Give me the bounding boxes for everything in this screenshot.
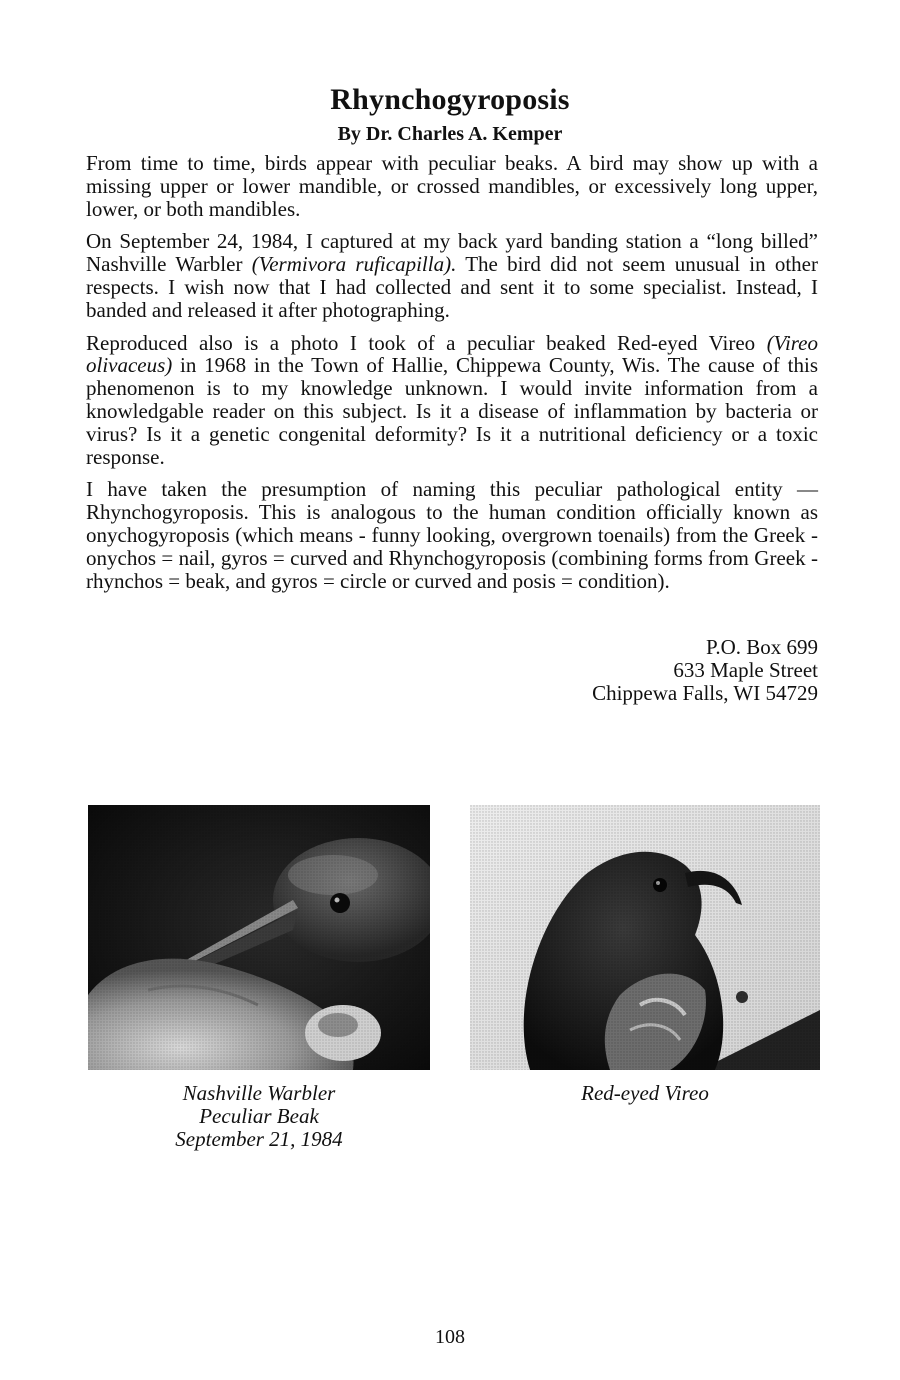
page-number: 108 bbox=[435, 1326, 465, 1348]
article-body bbox=[86, 152, 818, 602]
paragraph-1: From time to time, birds appear with peculiar beaks. A bird may show up with a missing upper or lower mandible, or crossed mandibles, or excessively long upper, lower, or both mandibles. bbox=[86, 151, 818, 221]
red-eyed-vireo-caption bbox=[470, 1082, 820, 1105]
address-po-box: P.O. Box 699 bbox=[705, 635, 818, 659]
address-street: 633 Maple Street bbox=[673, 658, 818, 682]
paragraph-2-text-a: On September 24, 1984, I captured at my back yard banding station a “long billed” Nashville Warbler bbox=[86, 229, 818, 277]
red-eyed-vireo-photo bbox=[470, 805, 820, 1070]
address-city: Chippewa Falls, WI 54729 bbox=[592, 681, 818, 705]
author-address bbox=[592, 636, 818, 705]
paragraph-4: I have taken the presumption of naming this peculiar pathological entity — Rhynchogyroposis. This is analogous to the human condition officially known as onychogyroposis (which means - funny looking, overgrown toenails) from the Greek - onychos = nail, gyros = curved and Rhynchogyroposis (combining forms from Greek - rhynchos = beak, and gyros = circle or curved and posis = condition). bbox=[86, 477, 818, 593]
nashville-warbler-photo bbox=[88, 805, 430, 1070]
article-byline: By Dr. Charles A. Kemper bbox=[337, 123, 563, 145]
caption-left-line-2: Peculiar Beak bbox=[199, 1104, 319, 1128]
nashville-warbler-caption bbox=[88, 1082, 430, 1151]
paragraph-2 bbox=[86, 230, 818, 321]
caption-right-line-1: Red-eyed Vireo bbox=[581, 1081, 709, 1105]
paragraph-2-text-b: The bird did not seem unusual in other respects. I wish now that I had collected and sent it to some specialist. Instead, I banded and released it after photographing. bbox=[86, 252, 819, 322]
caption-left-line-1: Nashville Warbler bbox=[182, 1081, 336, 1105]
paragraph-3-species-name: (Vireo olivaceus) bbox=[86, 330, 818, 378]
paragraph-3-text-a: Reproduced also is a photo I took of a peculiar beaked Red-eyed Vireo bbox=[86, 330, 767, 355]
paragraph-3 bbox=[86, 332, 818, 469]
paragraph-3-text-b: in 1968 in the Town of Hallie, Chippewa County, Wis. The cause of this phenomenon is to my knowledge unknown. I would invite information from a knowledgable reader on this subject. Is it a disease of inflammation by bacteria or virus? Is it a genetic congenital deformity? Is it a nutritional deficiency or a toxic response. bbox=[86, 353, 818, 469]
caption-left-line-3: September 21, 1984 bbox=[175, 1127, 343, 1151]
article-title: Rhynchogyroposis bbox=[330, 83, 570, 116]
paragraph-2-species-name: (Vermivora ruficapilla). bbox=[251, 252, 457, 277]
